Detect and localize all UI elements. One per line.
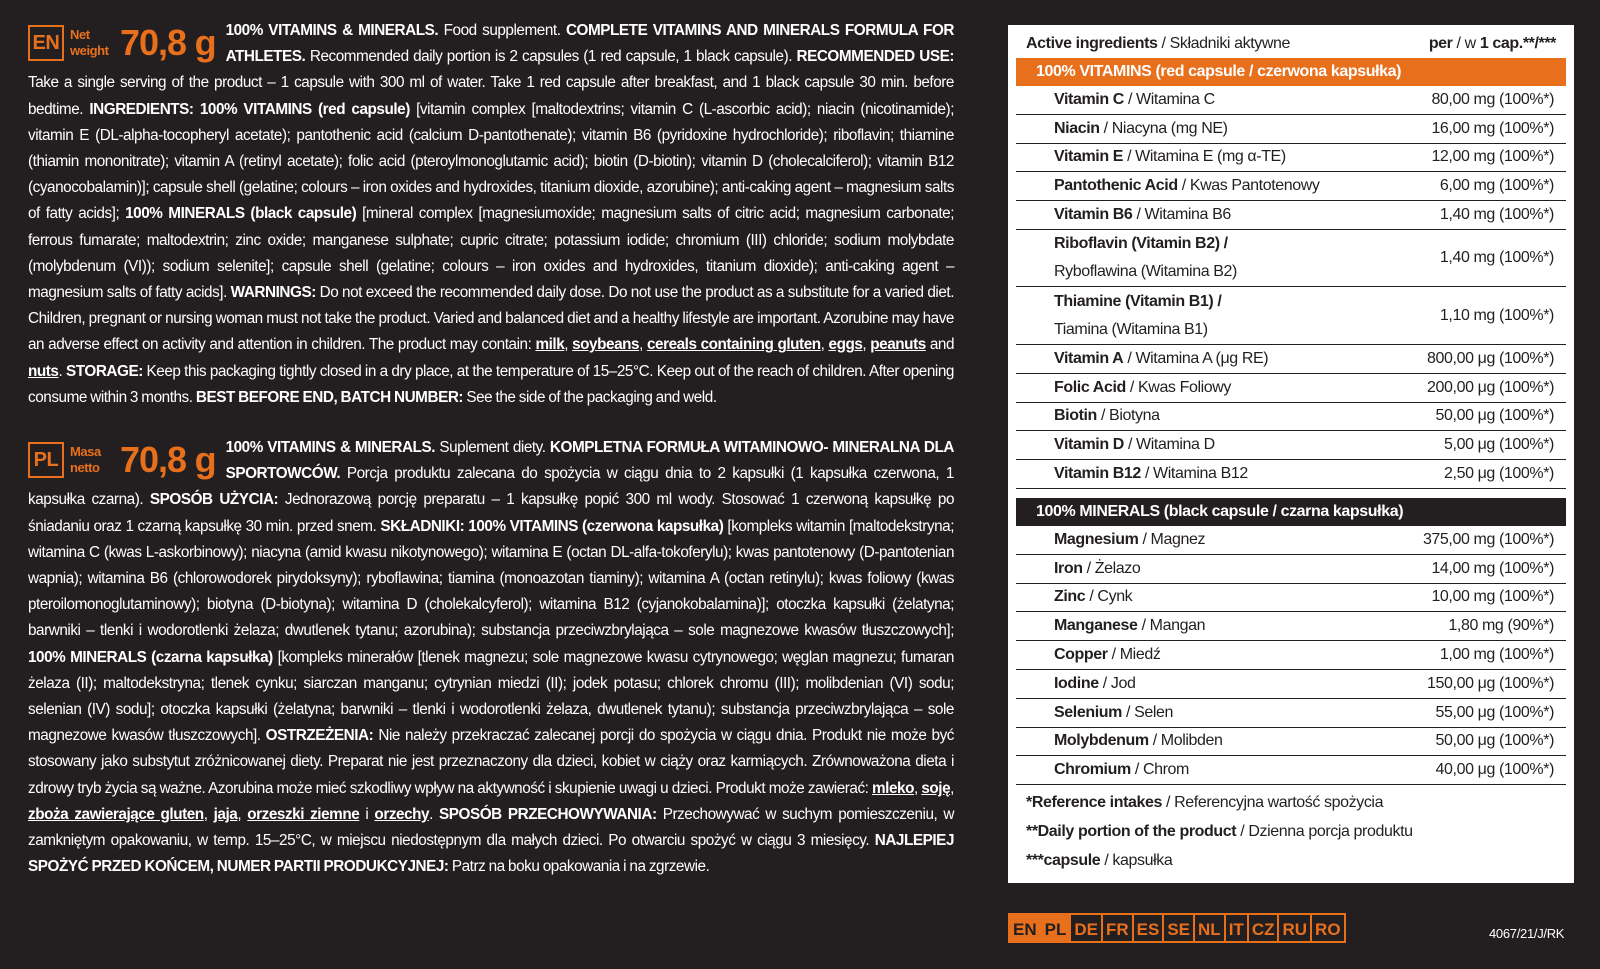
language-tab-ro: RO (1310, 913, 1346, 943)
language-tab-de: DE (1069, 913, 1103, 943)
bold-run: COMPLETE VITAMINS AND MINERALS FORMULA FOR ATHLETES. (225, 22, 954, 66)
table-row (1016, 460, 1566, 489)
footnote: *Reference intakes / Referencyjna wartość spożycia (1026, 794, 1384, 811)
text-run: [kompleks minerałów [tlenek magnezu; sole magnezowe kwasu cytrynowego; węglan magnezu; fumaran żelaza (II); maltodekstryna; tlenek cynku; siarczan manganu; cytrynian miedzi (II); jodek potasu; chlorek chromu (III); molibdenian (VI) sodu; selenian (IV) sodu]; otoczka kapsułki (żelatyna; barwniki – tlenki i wodorotlenki żelaza, dwutlenek tytanu); substancja przeciwzbrylająca – sole magnezowe kwasów tłuszczowych]. (28, 648, 954, 745)
ingredient-value: 1,00 mg (100%*) (1439, 646, 1554, 664)
text-run: Suplement diety. (439, 439, 550, 457)
ingredient-name: Iodine / Jod (1054, 674, 1136, 692)
text-run: , (950, 779, 954, 797)
table-header (1026, 31, 1556, 57)
ingredient-value: 6,00 mg (100%*) (1439, 177, 1554, 195)
bold-run: STORAGE: (66, 362, 147, 380)
ingredient-name: Manganese / Mangan (1054, 617, 1206, 635)
ingredient-value: 14,00 mg (100%*) (1431, 559, 1554, 577)
ingredient-name: Pantothenic Acid / Kwas Pantotenowy (1054, 177, 1320, 195)
allergen-word: zboża zawierające gluten (28, 805, 204, 823)
language-tab-en: EN (1008, 913, 1042, 943)
ingredient-name: Vitamin A / Witamina A (μg RE) (1054, 349, 1269, 367)
text-run: , (203, 805, 214, 823)
ingredient-value: 800,00 μg (100%*) (1427, 349, 1554, 367)
language-tab-pl: PL (1040, 913, 1072, 943)
ingredient-value: 375,00 mg (100%*) (1422, 530, 1554, 548)
text-run: Do not exceed the recommended daily dose. Do not use the product as a substitute for a varied diet. Children, pregnant or nursing woman must not take the product. Varied and balanced diet and a healthy lifestyle are important. Azorubine may have an adverse effect on activity and attention in children. The product may contain: (28, 284, 954, 354)
allergen-word: peanuts (870, 336, 926, 354)
text-run: See the side of the packaging and weld. (466, 388, 717, 406)
ingredient-name: Copper / Miedź (1054, 646, 1161, 664)
bold-run: WARNINGS: (230, 284, 320, 302)
table-row (1016, 756, 1566, 785)
text-run: Keep this packaging tightly closed in a dry place, at the temperature of 15–25°C. Keep out of the reach of children. After opening consume within 3 months. (28, 362, 954, 406)
ingredient-value: 200,00 μg (100%*) (1427, 378, 1554, 396)
table-row (1016, 670, 1566, 699)
text-run: . (429, 805, 439, 823)
ingredient-value: 40,00 μg (100%*) (1435, 761, 1554, 779)
net-weight-value-pl: 70,8 g (120, 438, 216, 480)
allergen-word: milk (535, 336, 565, 354)
bold-run: SKŁADNIKI: 100% VITAMINS (czerwona kapsułka) (380, 517, 728, 535)
ingredient-value: 150,00 μg (100%*) (1427, 674, 1554, 692)
bold-run: RECOMMENDED USE: (796, 48, 954, 66)
text-run: i (359, 805, 375, 823)
ingredient-name: Niacin / Niacyna (mg NE) (1054, 119, 1228, 137)
table-footnotes (1026, 788, 1566, 875)
language-code-pl: PL (28, 442, 64, 478)
ingredient-name: Riboflavin (Vitamin B2) / Ryboflawina (Witamina B2) (1054, 235, 1237, 281)
text-run: [vitamin complex [maltodextrins; vitamin C (L-ascorbic acid); niacin (nicotinamide); vitamin E (DL-alpha-tocopheryl acetate); pantothenic acid (calcium D-pantothenate); vitamin B6 (pyridoxine hydrochloride); riboflavin; thiamine (thiamin mononitrate); vitamin A (retinyl acetate); folic acid (pteroylmonoglutamic acid); biotin (D-biotin); vitamin D (cholecalciferol); vitamin B12 (cyanocobalamin)]; capsule shell (gelatine; colours – iron oxides and hydroxides, titanium dioxide, azorubine); anti-caking agent – magnesium salts of fatty acids]; (28, 100, 954, 223)
net-weight-label-pl: Masa netto (70, 444, 101, 476)
table-row (1016, 584, 1566, 613)
ingredient-value: 10,00 mg (100%*) (1431, 588, 1554, 606)
ingredient-name: Iron / Żelazo (1054, 559, 1141, 577)
text-run: [mineral complex [magnesiumoxide; magnesium salts of citric acid; magnesium carbonate; ferrous fumarate; maltodextrin; zinc oxide; manganese sulphate; cupric citrate; potassium iodide; chromium (III) chloride; sodium molybdate (molybdenum (VI)); sodium selenite]; capsule shell (gelatine; colours – iron oxides and hydroxides, titanium dioxide); anti-caking agent – magnesium salts of fatty acids]. (28, 205, 954, 302)
language-tab-es: ES (1132, 913, 1165, 943)
allergen-word: nuts (28, 362, 59, 380)
table-row (1016, 230, 1566, 288)
language-tab-fr: FR (1101, 913, 1134, 943)
table-row (1016, 374, 1566, 403)
polish-body-text (28, 439, 954, 875)
ingredient-value: 1,40 mg (100%*) (1439, 249, 1554, 267)
ingredient-name: Biotin / Biotyna (1054, 407, 1160, 425)
minerals-section-header: 100% MINERALS (black capsule / czarna kapsułka) (1016, 498, 1566, 526)
ingredient-value: 1,40 mg (100%*) (1439, 206, 1554, 224)
ingredient-name: Vitamin D / Witamina D (1054, 436, 1215, 454)
ingredient-value: 5,00 μg (100%*) (1444, 436, 1554, 454)
language-selector (1008, 913, 1344, 943)
table-row (1016, 115, 1566, 144)
text-run: , (639, 336, 647, 354)
ingredient-value: 80,00 mg (100%*) (1431, 90, 1554, 108)
ingredient-name: Vitamin C / Witamina C (1054, 90, 1215, 108)
table-row (1016, 86, 1566, 115)
table-row (1016, 699, 1566, 728)
ingredient-name: Vitamin E / Witamina E (mg α-TE) (1054, 148, 1286, 166)
ingredient-name: Molybdenum / Molibden (1054, 732, 1223, 750)
table-row (1016, 201, 1566, 230)
vitamins-section-header: 100% VITAMINS (red capsule / czerwona kapsułka) (1016, 58, 1566, 86)
english-section (28, 18, 954, 411)
bold-run: KOMPLETNA FORMUŁA WITAMINOWO- MINERALNA DLA SPORTOWCÓW. (225, 439, 954, 483)
allergen-word: mleko (872, 779, 914, 797)
table-header-right: per / w 1 cap.**/*** (1428, 35, 1556, 52)
ingredient-value: 55,00 μg (100%*) (1435, 703, 1554, 721)
bold-run: 100% MINERALS (black capsule) (125, 205, 363, 223)
table-row (1016, 555, 1566, 584)
allergen-word: soję (921, 779, 951, 797)
text-run: Jednorazową porcję preparatu – 1 kapsułkę popić 300 ml wody. Stosować 1 czerwoną kapsułkę po śniadaniu oraz 1 czarną kapsułkę 30 min. przed snem. (28, 491, 955, 535)
footnote: ***capsule / kapsułka (1026, 852, 1173, 869)
ingredient-name: Selenium / Selen (1054, 703, 1173, 721)
ingredient-value: 16,00 mg (100%*) (1431, 119, 1554, 137)
text-run: [kompleks witamin [maltodekstryna; witamina C (kwas L-askorbinowy); niacyna (amid kwasu nikotynowego); witamina E (octan DL-alfa-tokoferylu); kwas pantotenowy (D-pantotenian wapnia); witamina B6 (chlorowodorek pirydoksyny); ryboflawina; tiamina (monoazotan tiaminy); witamina A (octan retinylu); kwas foliowy (kwas pteroilomonoglutaminowy); biotyna (D-biotyna); witamina D (cholekalcyferol); witamina B12 (cyjanokobalamina)]; otoczka kapsułki (żelatyna; barwniki – tlenki i wodorotlenki żelaza; dwutlenek tytanu; azorubina); substancja przeciwzbrylająca – sole magnezowe kwasów tłuszczowych]; (28, 517, 954, 640)
text-run: . (58, 362, 66, 380)
minerals-rows (1016, 526, 1566, 785)
polish-header (28, 437, 216, 483)
polish-section (28, 435, 954, 880)
text-run: Food supplement. (443, 22, 566, 39)
table-row (1016, 403, 1566, 432)
text-run: Patrz na boku opakowania i na zgrzewie. (451, 858, 710, 876)
allergen-word: eggs (828, 336, 863, 354)
ingredient-value: 50,00 μg (100%*) (1435, 407, 1554, 425)
ingredient-name: Magnesium / Magnez (1054, 530, 1206, 548)
product-code: 4067/21/J/RK (1489, 926, 1565, 941)
allergen-word: orzechy (374, 805, 430, 823)
text-run: , (913, 779, 922, 797)
table-row (1016, 526, 1566, 555)
english-body-text (28, 22, 954, 406)
allergen-word: soybeans (572, 336, 640, 354)
allergen-word: orzeszki ziemne (247, 805, 360, 823)
table-row (1016, 431, 1566, 460)
language-tab-nl: NL (1193, 913, 1226, 943)
text-run: Porcja produktu zalecana do spożycia w ciągu dnia to 2 kapsułki (1 kapsułka czerwona, 1 kapsułka czarna). (28, 465, 954, 509)
ingredient-value: 12,00 mg (100%*) (1431, 148, 1554, 166)
ingredient-value: 1,10 mg (100%*) (1439, 306, 1554, 324)
bold-run: 100% MINERALS (czarna kapsułka) (28, 648, 278, 666)
net-weight-label: Net weight (70, 27, 109, 58)
table-row (1016, 641, 1566, 670)
bold-run: INGREDIENTS: 100% VITAMINS (red capsule) (89, 100, 417, 118)
table-header-left: Active ingredients / Składniki aktywne (1026, 35, 1291, 52)
label-text-panel (28, 18, 954, 881)
language-code-en: EN (28, 25, 64, 61)
table-row (1016, 728, 1566, 757)
bold-run: BEST BEFORE END, BATCH NUMBER: (195, 388, 467, 406)
ingredient-name: Vitamin B6 / Witamina B6 (1054, 206, 1231, 224)
ingredient-value: 2,50 μg (100%*) (1444, 465, 1554, 483)
ingredient-name: Vitamin B12 / Witamina B12 (1054, 465, 1248, 483)
vitamins-rows (1016, 86, 1566, 489)
net-weight-value: 70,8 g (120, 21, 216, 63)
text-run: , (820, 336, 829, 354)
english-header (28, 20, 216, 66)
footnote: **Daily portion of the product / Dzienna porcja produktu (1026, 823, 1413, 840)
allergen-word: jaja (213, 805, 238, 823)
text-run: , (237, 805, 248, 823)
table-row (1016, 287, 1566, 345)
bold-run: SPOSÓB UŻYCIA: (149, 491, 285, 509)
text-run: and (925, 336, 955, 354)
language-tab-cz: CZ (1247, 913, 1280, 943)
bold-run: NAJLEPIEJ SPOŻYĆ PRZED KOŃCEM, NUMER PARTII PRODUKCYJNEJ: (28, 832, 954, 876)
language-tab-ru: RU (1277, 913, 1312, 943)
language-tab-it: IT (1224, 913, 1249, 943)
table-row (1016, 345, 1566, 374)
ingredient-name: Chromium / Chrom (1054, 761, 1189, 779)
text-run: Take a single serving of the product – 1 capsule with 300 ml of water. Take 1 red capsule after breakfast, and 1 black capsule 30 min. before bedtime. (28, 74, 954, 118)
text-run: Przechowywać w suchym pomieszczeniu, w zamkniętym opakowaniu, w temp. 15–25°C, w miejscu niedostępnym dla małych dzieci. Po otwarciu spożyć w ciągu 3 miesięcy. (28, 805, 955, 850)
bold-run: SPOSÓB PRZECHOWYWANIA: (439, 805, 663, 823)
text-run: Nie należy przekraczać zalecanej porcji do spożycia w ciągu dnia. Produkt nie może być stosowany jako substytut zróżnicowanej diety. Preparat nie jest przeznaczony dla dzieci, kobiet w ciąży oraz karmiących. Zrównoważona dieta i zdrowy tryb życia są ważne. Azorubina może mieć szkodliwy wpływ na aktywność i skupienie uwagi u dzieci. Produkt może zawierać: (28, 727, 954, 797)
bold-run: 100% VITAMINS & MINERALS. (225, 22, 444, 39)
bold-run: OSTRZEŻENIA: (265, 727, 379, 745)
ingredient-name: Zinc / Cynk (1054, 588, 1133, 606)
allergen-word: cereals containing gluten (646, 336, 821, 354)
language-tab-se: SE (1162, 913, 1195, 943)
bold-run: 100% VITAMINS & MINERALS. (225, 439, 440, 457)
text-run: , (564, 336, 573, 354)
ingredient-value: 1,80 mg (90%*) (1448, 617, 1554, 635)
table-row (1016, 172, 1566, 201)
text-run: , (862, 336, 871, 354)
text-run: Recommended daily portion is 2 capsules (1 red capsule, 1 black capsule). (309, 48, 797, 66)
ingredient-name: Thiamine (Vitamin B1) / Tiamina (Witamina B1) (1054, 292, 1222, 338)
nutrition-table (1008, 25, 1574, 883)
table-row (1016, 144, 1566, 173)
ingredient-value: 50,00 μg (100%*) (1435, 732, 1554, 750)
table-row (1016, 612, 1566, 641)
ingredient-name: Folic Acid / Kwas Foliowy (1054, 378, 1232, 396)
